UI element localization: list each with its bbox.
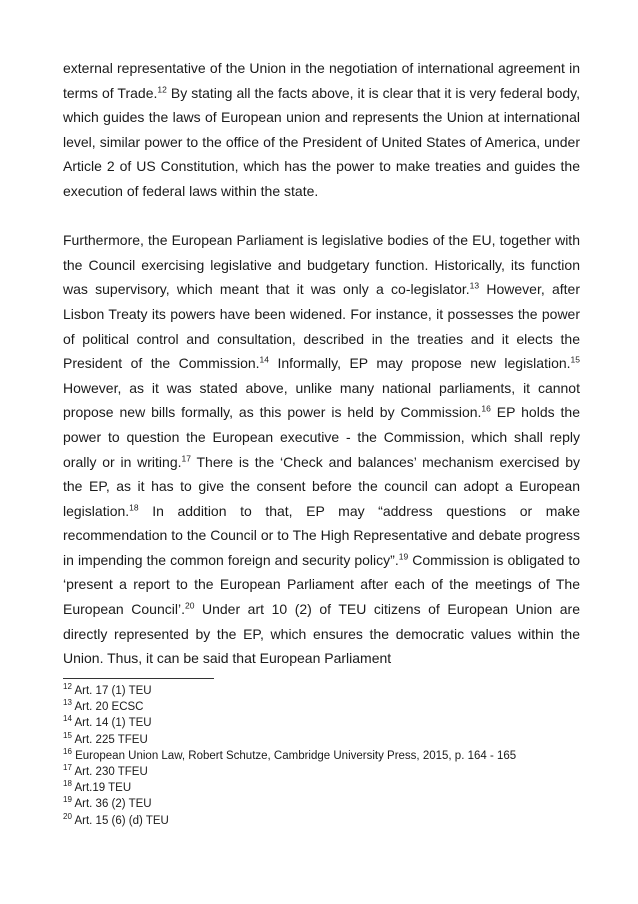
footnote-item	[63, 764, 580, 780]
footnote-reference: 19	[398, 551, 409, 562]
text-run: external representative of the Union in the negotiation of international agreement in terms of Trade.	[63, 60, 580, 101]
text-run: There is the ‘Check and balances’ mechanism exercised by the EP, as it has to give the consent before the council can adopt a European legislation.	[63, 453, 580, 519]
footnote-item	[63, 715, 580, 731]
footnote-reference: 14	[259, 354, 270, 365]
footnote-text: Art. 225 TFEU	[71, 733, 148, 746]
paragraph	[63, 56, 580, 204]
footnote-text: Art.19 TEU	[71, 782, 132, 795]
text-run: Under art 10 (2) of TEU citizens of European Union are directly represented by the EP, which ensures the democratic values within the Union. Thus, it can be said that European Parliament	[63, 601, 581, 667]
footnote-text: European Union Law, Robert Schutze, Cambridge University Press, 2015, p. 164 - 165	[71, 749, 517, 762]
footnote-item	[63, 796, 580, 812]
footnote-text: Art. 14 (1) TEU	[71, 717, 152, 730]
footnote-reference: 13	[469, 280, 480, 291]
footnote-item	[63, 732, 580, 748]
footnote-reference: 15	[570, 354, 581, 365]
text-run: Commission is obligated to ‘present a report to the European Parliament after each of the meetings of The European Council’.	[63, 551, 580, 618]
footnote-text: Art. 17 (1) TEU	[71, 685, 152, 697]
paragraph	[63, 228, 580, 671]
footnote-number: 17	[63, 763, 72, 773]
footnote-reference: 17	[181, 452, 191, 463]
footnote-item	[63, 813, 580, 829]
text-run: However, as it was stated above, unlike many national parliaments, it cannot propose new bills formally, as this power is held by Commission.	[63, 379, 580, 421]
footnote-reference: 12	[157, 83, 167, 94]
text-run: By stating all the facts above, it is clear that it is very federal body, which guides the laws of European union and represents the Union at international level, similar power to the office of the President of United States of America, under Article 2 of US Constitution, which has the power to make treaties and guides the execution of federal laws within the state.	[63, 84, 580, 199]
footnotes-list	[63, 683, 580, 829]
text-run: However, after Lisbon Treaty its powers have been widened. For instance, it possesses the power of political control and consultation, described in the treaties and it elects the President of the Commission.	[63, 281, 580, 372]
footnote-item	[63, 780, 580, 796]
footnote-item	[63, 748, 580, 764]
footnote-reference: 16	[481, 403, 491, 414]
footnote-separator	[63, 678, 214, 679]
text-run: Informally, EP may propose new legislation.	[269, 355, 571, 372]
footnote-text: Art. 20 ECSC	[71, 701, 144, 714]
footnote-reference: 20	[184, 600, 195, 611]
footnote-text: Art. 15 (6) (d) TEU	[71, 814, 169, 827]
footnote-number: 13	[63, 698, 72, 708]
footnote-number: 12	[63, 682, 72, 692]
text-run: EP holds the power to question the European executive - the Commission, which shall reply orally or in writing.	[63, 404, 580, 470]
body-text	[63, 56, 580, 671]
footnote-reference: 18	[129, 502, 139, 513]
footnote-item	[63, 683, 580, 699]
footnote-number: 16	[63, 746, 72, 756]
footnote-text: Art. 36 (2) TEU	[71, 798, 152, 811]
footnote-number: 19	[63, 795, 72, 805]
footnote-item	[63, 699, 580, 715]
footnote-text: Art. 230 TFEU	[71, 766, 148, 779]
footnote-number: 20	[63, 811, 72, 821]
footnote-number: 14	[63, 714, 72, 724]
text-run: In addition to that, EP may “address questions or make recommendation to the Council or to The High Representative and debate progress in impending the common foreign and security policy”.	[63, 502, 580, 568]
footnote-number: 15	[63, 730, 72, 740]
text-run: Furthermore, the European Parliament is legislative bodies of the EU, together with the Council exercising legislative and budgetary function. Historically, its function was supervisory, which meant that it was only a co-legislator.	[63, 232, 580, 298]
footnote-number: 18	[63, 779, 72, 789]
